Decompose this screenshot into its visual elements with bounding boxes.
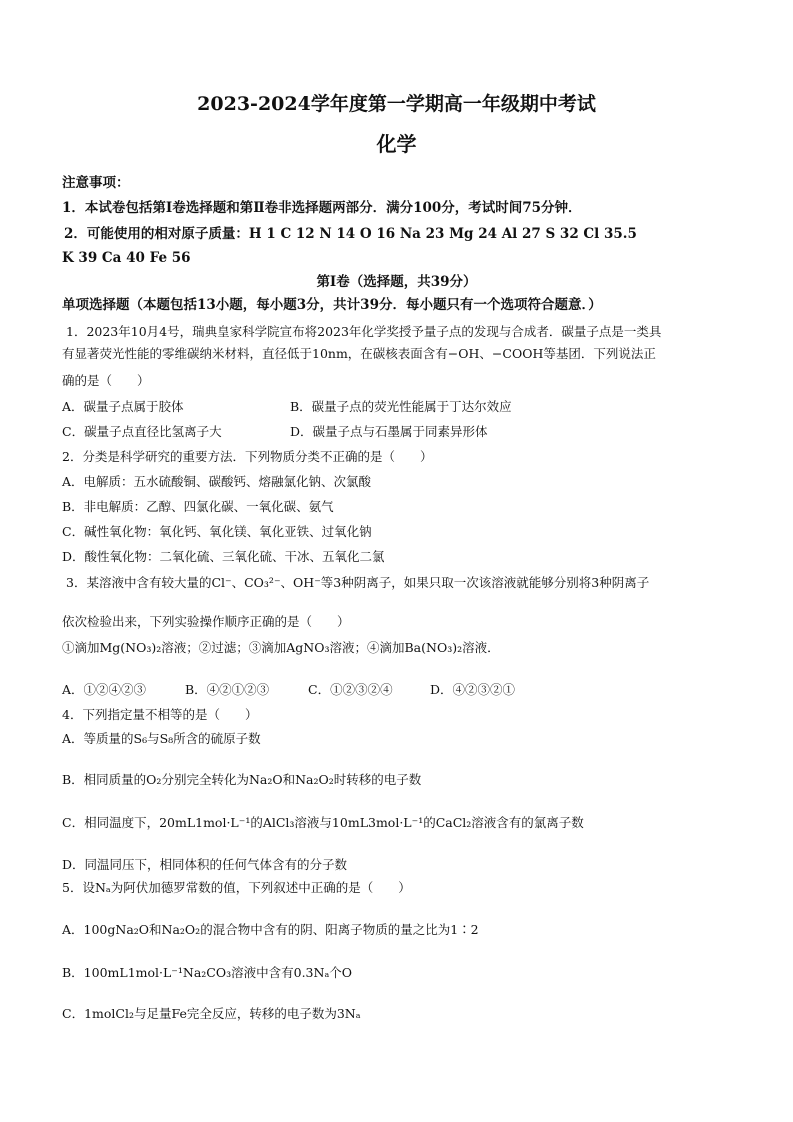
q4-option-a: A．等质量的S₆与S₈所含的硫原子数 <box>62 731 261 746</box>
q2-option-b: B．非电解质：乙醇、四氯化碳、一氧化碳、氨气 <box>62 499 334 514</box>
q5-option-c: C．1molCl₂与足量Fe完全反应，转移的电子数为3Nₐ <box>62 1006 361 1021</box>
subject-title: 化学 <box>376 132 417 156</box>
q2-stem: 2．分类是科学研究的重要方法．下列物质分类不正确的是（ ） <box>62 449 433 464</box>
q1-stem-line1: 1．2023年10月4号，瑞典皇家科学院宣布将2023年化学奖授予量子点的发现与合成者．碳量子点是一类具 <box>66 324 662 339</box>
q3-option-a: A．①②④②③ <box>62 682 147 697</box>
q2-option-c: C．碱性氧化物：氧化钙、氧化镁、氧化亚铁、过氧化钠 <box>62 524 372 539</box>
q1-stem-line2: 有显著荧光性能的零维碳纳米材料，直径低于10nm，在碳核表面含有−OH、−COOH等基团．下列说法正 <box>62 346 656 361</box>
q1-option-c: C．碳量子点直径比氢离子大 <box>62 424 222 439</box>
section-title: 第Ⅰ卷（选择题，共39分） <box>316 274 477 290</box>
q3-stem-line2: 依次检验出来，下列实验操作顺序正确的是（ ） <box>62 614 350 629</box>
q1-option-d: D．碳量子点与石墨属于同素异形体 <box>290 424 488 439</box>
q5-option-a: A．100gNa₂O和Na₂O₂的混合物中含有的阴、阳离子物质的量之比为1∶2 <box>62 922 479 937</box>
q2-option-a: A．电解质：五水硫酸铜、碳酸钙、熔融氯化钠、次氯酸 <box>62 474 372 489</box>
q5-option-b: B．100mL1mol·L⁻¹Na₂CO₃溶液中含有0.3Nₐ个O <box>62 965 353 980</box>
note-2: 2．可能使用的相对原子质量：H 1 C 12 N 14 O 16 Na 23 Mg 24 Al 27 S 32 Cl 35.5 <box>64 226 637 242</box>
notes-heading: 注意事项： <box>62 175 130 191</box>
section-instructions: 单项选择题（本题包括13小题，每小题3分，共计39分．每小题只有一个选项符合题意．） <box>62 297 602 313</box>
note-1: 1．本试卷包括第Ⅰ卷选择题和第Ⅱ卷非选择题两部分．满分100分，考试时间75分钟． <box>62 200 582 216</box>
q4-option-d: D．同温同压下，相同体积的任何气体含有的分子数 <box>62 857 348 872</box>
q1-option-a: A．碳量子点属于胶体 <box>62 399 184 414</box>
q3-stem-line3: ①滴加Mg(NO₃)₂溶液；②过滤；③滴加AgNO₃溶液；④滴加Ba(NO₃)₂溶液． <box>62 640 500 655</box>
q3-option-c: C．①②③②④ <box>308 682 393 697</box>
q1-option-b: B．碳量子点的荧光性能属于丁达尔效应 <box>290 399 512 414</box>
exam-title: 2023-2024学年度第一学期高一年级期中考试 <box>197 93 596 115</box>
q4-stem: 4．下列指定量不相等的是（ ） <box>62 707 258 722</box>
q4-option-c: C．相同温度下，20mL1mol·L⁻¹的AlCl₃溶液与10mL3mol·L⁻¹的CaCl₂溶液含有的氯离子数 <box>62 815 584 830</box>
note-2-continued: K 39 Ca 40 Fe 56 <box>62 250 191 266</box>
q1-stem-line3: 确的是（ ） <box>62 373 150 388</box>
q3-option-d: D．④②③②① <box>430 682 516 697</box>
q2-option-d: D．酸性氧化物：二氧化硫、三氧化硫、干冰、五氧化二氯 <box>62 549 385 564</box>
q4-option-b: B．相同质量的O₂分别完全转化为Na₂O和Na₂O₂时转移的电子数 <box>62 772 422 787</box>
q5-stem: 5．设Nₐ为阿伏加德罗常数的值，下列叙述中正确的是（ ） <box>62 880 411 895</box>
q3-stem-line1: 3．某溶液中含有较大量的Cl⁻、CO₃²⁻、OH⁻等3种阴离子，如果只取一次该溶液就能够分别将3种阴离子 <box>66 575 650 590</box>
q3-option-b: B．④②①②③ <box>185 682 270 697</box>
